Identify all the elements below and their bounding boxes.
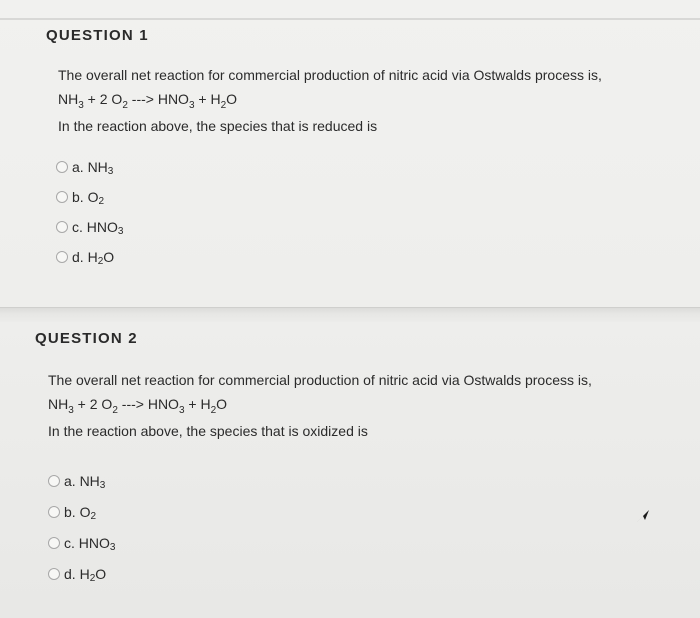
option-d[interactable]: d. H 2 O — [48, 563, 106, 585]
option-c[interactable]: c. HNO 3 — [56, 216, 123, 238]
top-divider — [0, 18, 700, 20]
option-b[interactable]: b. O 2 — [56, 186, 104, 208]
option-d[interactable]: d. H 2 O — [56, 246, 114, 268]
question-title: QUESTION 2 — [35, 330, 138, 347]
question-title: QUESTION 1 — [46, 27, 149, 44]
radio-button-icon[interactable] — [48, 537, 60, 549]
radio-button-icon[interactable] — [56, 191, 68, 203]
question-divider — [0, 307, 700, 322]
reaction-equation: $NH_3 + 2$ $O_2$ ---> $HNO_3 + H_2O$ — [48, 396, 228, 416]
option-a[interactable]: a. NH 3 — [56, 156, 113, 178]
stem-intro: The overall net reaction for commercial production of nitric acid via Ostwalds process is, — [48, 372, 592, 388]
question-stem — [48, 368, 592, 443]
radio-button-icon[interactable] — [48, 475, 60, 487]
radio-button-icon[interactable] — [48, 568, 60, 580]
option-b[interactable]: b. O 2 — [48, 501, 96, 523]
radio-button-icon[interactable] — [56, 221, 68, 233]
option-c[interactable]: c. HNO 3 — [48, 532, 115, 554]
radio-button-icon[interactable] — [56, 161, 68, 173]
radio-button-icon[interactable] — [48, 506, 60, 518]
question-prompt: In the reaction above, the species that is reduced is — [58, 118, 378, 134]
question-stem — [58, 63, 602, 138]
option-a[interactable]: a. NH 3 — [48, 470, 105, 492]
radio-button-icon[interactable] — [56, 251, 68, 263]
stem-intro: The overall net reaction for commercial production of nitric acid via Ostwalds process is, — [58, 67, 602, 83]
question-prompt: In the reaction above, the species that is oxidized is — [48, 423, 368, 439]
mouse-cursor-icon — [636, 509, 650, 523]
reaction-equation: $NH_3 + 2$ $O_2$ ---> $HNO_3 + H_2O$ — [58, 91, 238, 111]
